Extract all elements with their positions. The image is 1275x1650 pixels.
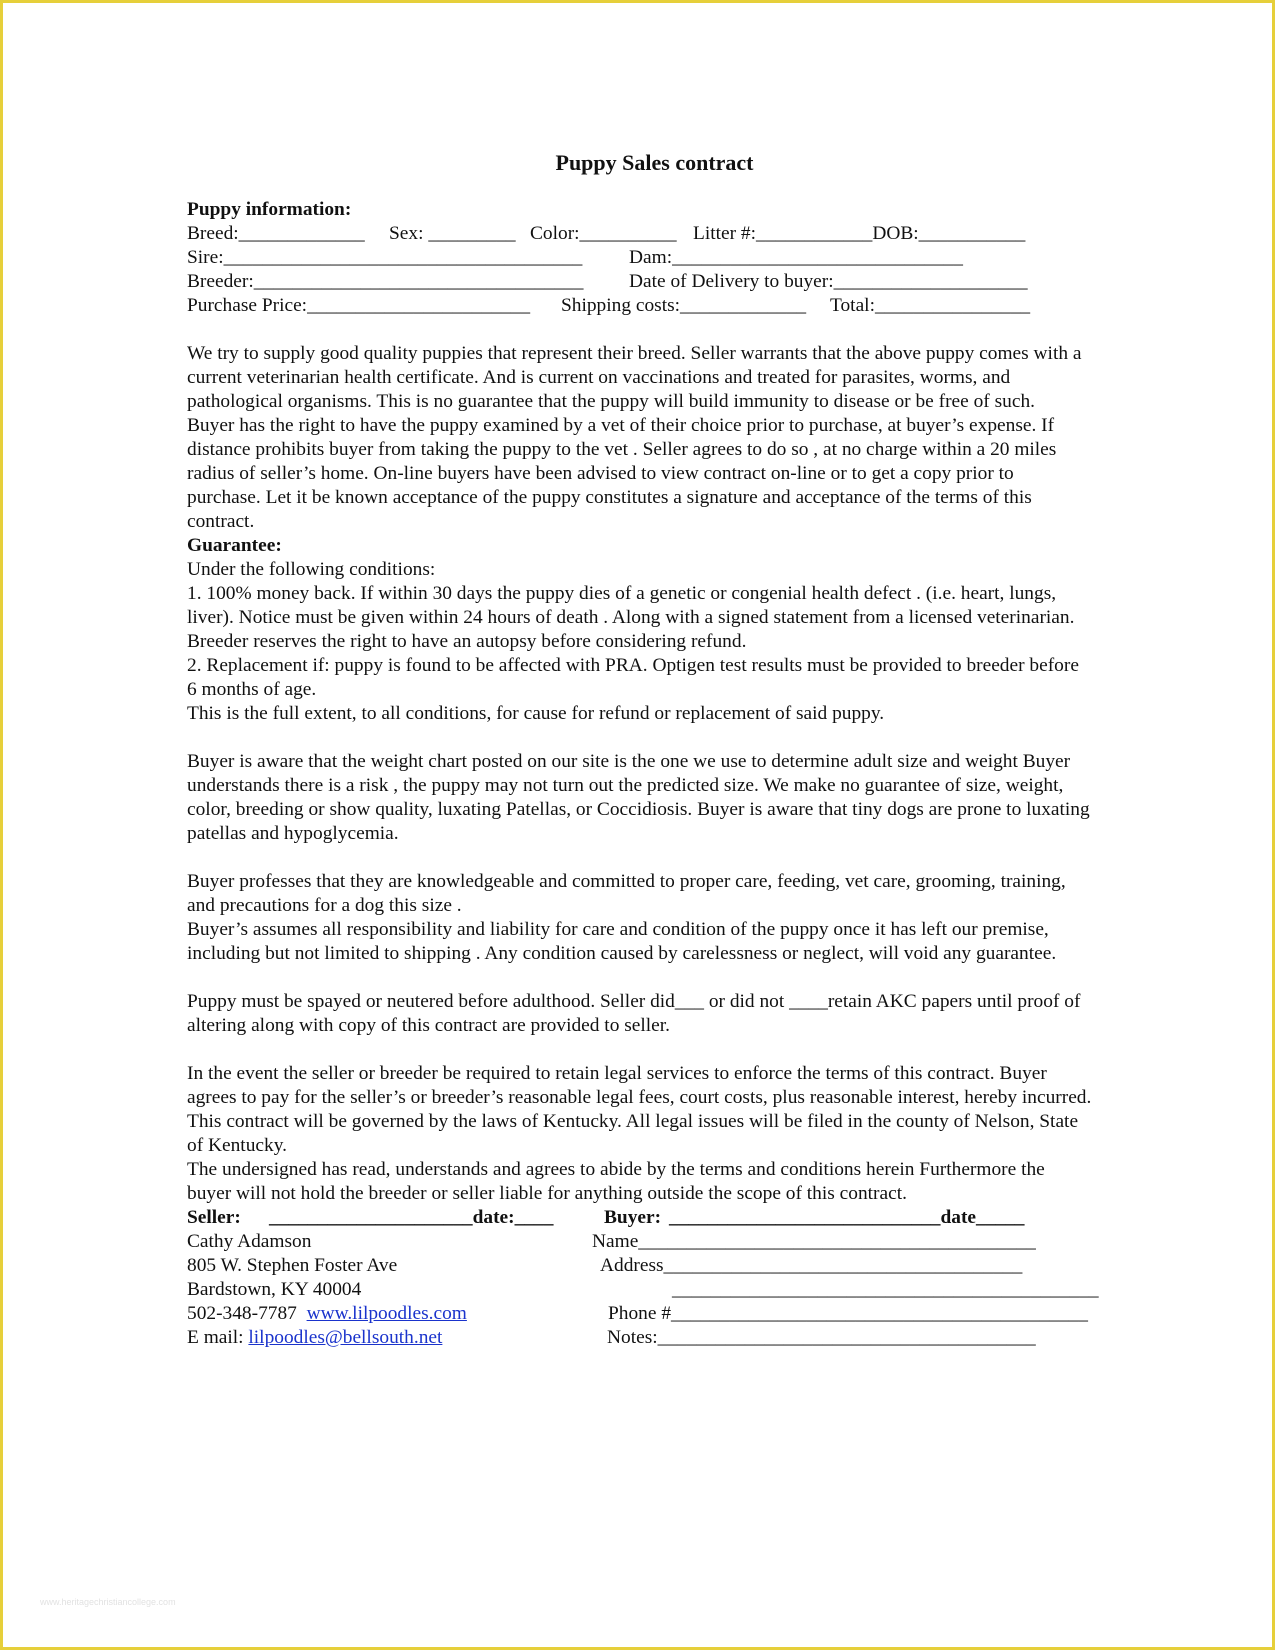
seller-phone-line [187,1302,467,1326]
contact-row-2 [187,1254,1092,1278]
buyer-address-field[interactable]: Address_____________________________________ [600,1255,1023,1276]
contact-row-4 [187,1302,1092,1326]
contact-row-1 [187,1230,1092,1254]
seller-signature-line[interactable]: _____________________date:____ [269,1207,554,1228]
buyer-name-field[interactable]: Name_________________________________________ [592,1231,1036,1252]
exam-paragraph: Buyer has the right to have the puppy examined by a vet of their choice prior to purchase, at buyer’s expense. If distance prohibits buyer from taking the puppy to the vet . Seller agrees to do so , at no charge within a 20 miles radius of seller’s home. On-line buyers have been advised to view contract on-line or to get a copy prior to purchase. Let it be known acceptance of the puppy constitutes a signature and acceptance of the terms of this contract. [187,415,1057,532]
signature-row [187,1206,1092,1230]
contact-row-3 [187,1278,1099,1302]
puppy-info-row-1 [187,222,1092,246]
guarantee-extent: This is the full extent, to all conditions, for cause for refund or replacement of said puppy. [187,703,885,724]
sex-field[interactable]: Sex: _________ [389,223,516,244]
seller-label: Seller: [187,1207,241,1228]
seller-name: Cathy Adamson [187,1231,312,1252]
seller-street: 805 W. Stephen Foster Ave [187,1255,398,1276]
total-field[interactable]: Total:________________ [830,295,1031,316]
agree-paragraph: The undersigned has read, understands and agrees to abide by the terms and conditions herein Furthermore the buyer will not hold the breeder or seller liable for anything outside the scope of this contract. [187,1159,1045,1204]
guarantee-item-2: 2. Replacement if: puppy is found to be affected with PRA. Optigen test results must be provided to breeder before 6 months of age. [187,655,1079,700]
buyer-notes-field[interactable]: Notes:_______________________________________ [607,1327,1036,1348]
legal-paragraph: In the event the seller or breeder be required to retain legal services to enforce the terms of this contract. Buyer agrees to pay for the seller’s or breeder’s reasonable legal fees, court costs, plus reasonable interest, hereby incurred. This contract will be governed by the laws of Kentucky. All legal issues will be filed in the county of Nelson, State of Kentucky. [187,1063,1092,1156]
buyer-phone-field[interactable]: Phone #___________________________________________ [608,1303,1088,1324]
puppy-info-row-2 [187,246,1092,270]
dam-field[interactable]: Dam:______________________________ [629,247,963,268]
buyer-signature-line[interactable]: ____________________________date_____ [669,1207,1025,1228]
liability-paragraph: Buyer’s assumes all responsibility and liability for care and condition of the puppy once it has left our premise, including but not limited to shipping . Any condition caused by carelessness or neglect, will void any guarantee. [187,919,1057,964]
watermark-text: www.heritagechristiancollege.com [40,1597,176,1607]
seller-email-line [187,1326,442,1350]
breeder-field[interactable]: Breeder:__________________________________ [187,271,584,292]
contract-document [187,148,1099,1350]
intro-paragraph: We try to supply good quality puppies that represent their breed. Seller warrants that the above puppy comes with a current veterinarian health certificate. And is current on vaccinations and treated for parasites, worms, and pathological organisms. This is no guarantee that the puppy will build immunity to disease or be free of such. [187,343,1082,412]
guarantee-heading: Guarantee: [187,535,282,556]
litter-dob-field[interactable]: Litter #:____________DOB:___________ [693,223,1026,244]
care-paragraph: Buyer professes that they are knowledgeable and committed to proper care, feeding, vet care, grooming, training, and precautions for a dog this size . [187,871,1066,916]
puppy-info-row-4 [187,294,1092,318]
seller-phone: 502-348-7787 [187,1303,297,1324]
color-field[interactable]: Color:__________ [530,223,677,244]
puppy-info-row-3 [187,270,1092,294]
seller-website-link[interactable]: www.lilpoodles.com [306,1303,467,1324]
buyer-address-line-2[interactable]: ____________________________________________ [672,1279,1099,1300]
document-title: Puppy Sales contract [555,150,754,175]
purchase-price-field[interactable]: Purchase Price:_______________________ [187,295,531,316]
seller-email-link[interactable]: lilpoodles@bellsouth.net [248,1327,443,1348]
delivery-date-field[interactable]: Date of Delivery to buyer:____________________ [629,271,1028,292]
buyer-label: Buyer: [604,1207,662,1228]
shipping-costs-field[interactable]: Shipping costs:_____________ [561,295,807,316]
breed-field[interactable]: Breed:_____________ [187,223,365,244]
puppy-info-heading: Puppy information: [187,199,352,220]
guarantee-intro: Under the following conditions: [187,559,436,580]
weight-paragraph: Buyer is aware that the weight chart posted on our site is the one we use to determine adult size and weight Buyer understands there is a risk , the puppy may not turn out the predicted size. We make no guarantee of size, weight, color, breeding or show quality, luxating Patellas, or Coccidiosis. Buyer is aware that tiny dogs are prone to luxating patellas and hypoglycemia. [187,751,1090,844]
sire-field[interactable]: Sire:_____________________________________ [187,247,583,268]
guarantee-item-1: 1. 100% money back. If within 30 days the puppy dies of a genetic or congenial health defect . (i.e. heart, lungs, liver). Notice must be given within 24 hours of death . Along with a signed statement from a licensed veterinarian. Breeder reserves the right to have an autopsy before considering refund. [187,583,1075,652]
seller-city: Bardstown, KY 40004 [187,1279,362,1300]
seller-email-label: E mail: [187,1327,244,1348]
spay-paragraph: Puppy must be spayed or neutered before adulthood. Seller did___ or did not ____retain AKC papers until proof of altering along with copy of this contract are provided to seller. [187,991,1081,1036]
contact-row-5 [187,1326,1092,1350]
